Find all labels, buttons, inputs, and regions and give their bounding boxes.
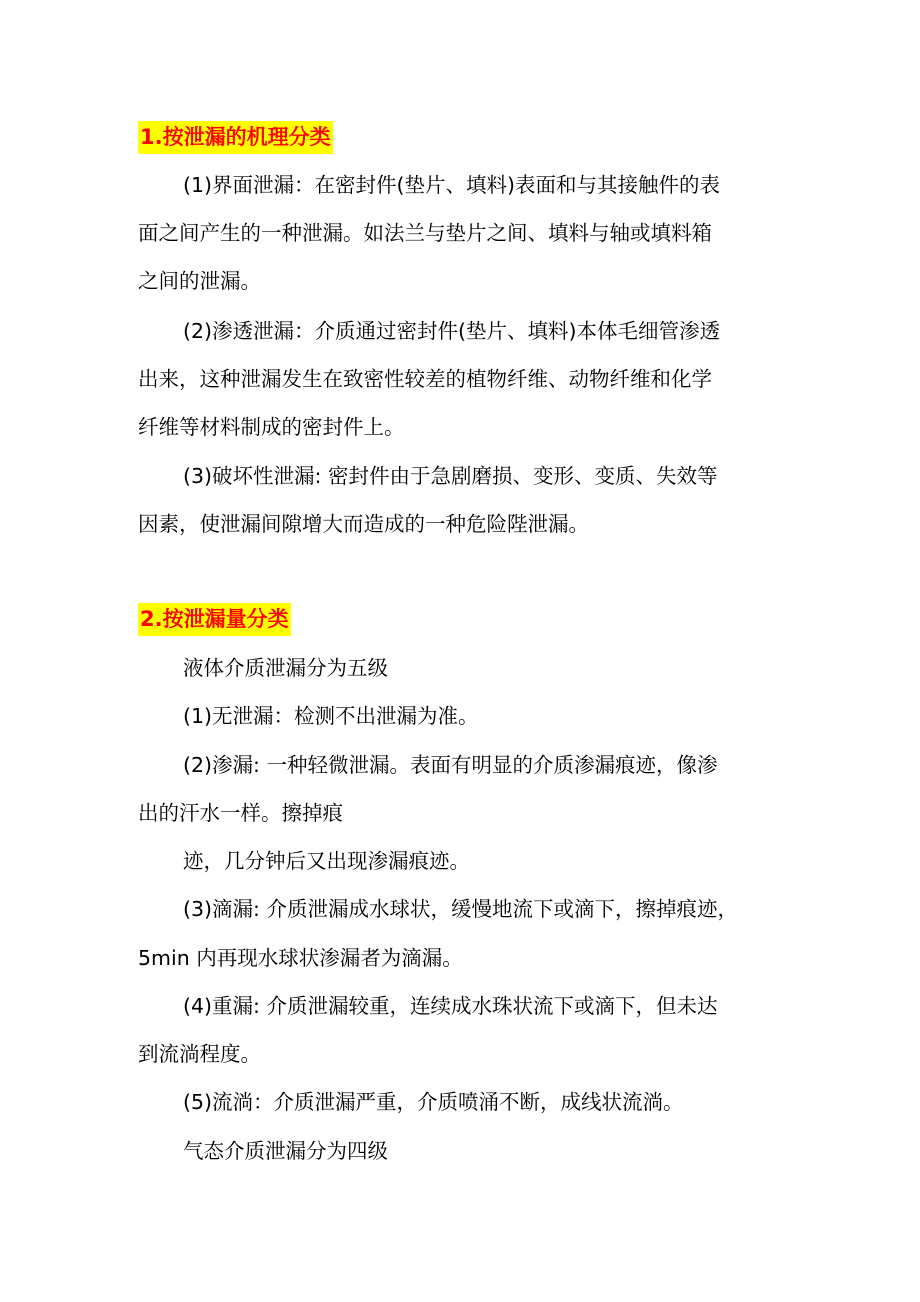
paragraph-line: (1)无泄漏：检测不出泄漏为准。: [183, 704, 479, 728]
paragraph-line: 迹，几分钟后又出现渗漏痕迹。: [183, 849, 470, 873]
paragraph-line: (4)重漏: 介质泄漏较重，连续成水珠状流下或滴下，但未达: [183, 994, 718, 1018]
paragraph-line: 气态介质泄漏分为四级: [183, 1139, 388, 1163]
paragraph-line: 5min 内再现水球状渗漏者为滴漏。: [138, 946, 463, 970]
paragraph-line: 之间的泄漏。: [138, 269, 261, 293]
paragraph-line: (5)流淌：介质泄漏严重，介质喷涌不断，成线状流淌。: [183, 1090, 684, 1114]
paragraph-line: 面之间产生的一种泄漏。如法兰与垫片之间、填料与轴或填料箱: [138, 221, 712, 245]
paragraph-line: 因素，使泄漏间隙增大而造成的一种危险陛泄漏。: [138, 512, 589, 536]
paragraph-line: 出来，这种泄漏发生在致密性较差的植物纤维、动物纤维和化学: [138, 367, 712, 391]
section-heading-quantity: 2.按泄漏量分类: [138, 603, 291, 636]
paragraph-line: (2)渗漏: 一种轻微泄漏。表面有明显的介质渗漏痕迹，像渗: [183, 753, 718, 777]
paragraph-line: (2)渗透泄漏：介质通过密封件(垫片、填料)本体毛细管渗透: [183, 319, 721, 343]
paragraph-line: 液体介质泄漏分为五级: [183, 656, 388, 680]
paragraph-line: 到流淌程度。: [138, 1042, 261, 1066]
paragraph-line: (1)界面泄漏：在密封件(垫片、填料)表面和与其接触件的表: [183, 173, 721, 197]
section-heading-mechanism: 1.按泄漏的机理分类: [138, 121, 333, 154]
paragraph-line: (3)滴漏: 介质泄漏成水球状，缓慢地流下或滴下，擦掉痕迹，: [183, 897, 738, 921]
paragraph-line: 出的汗水一样。擦掉痕: [138, 801, 343, 825]
paragraph-line: (3)破坏性泄漏: 密封件由于急剧磨损、变形、变质、失效等: [183, 464, 718, 488]
paragraph-line: 纤维等材料制成的密封件上。: [138, 415, 405, 439]
